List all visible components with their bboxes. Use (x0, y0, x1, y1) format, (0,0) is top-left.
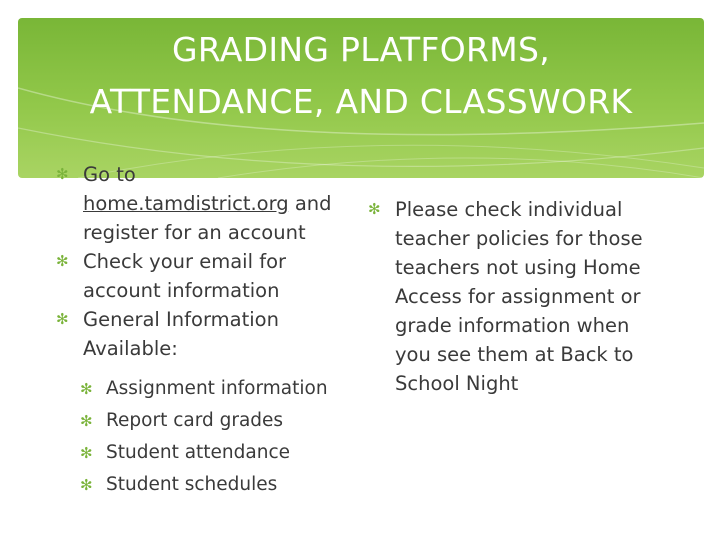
asterisk-bullet-icon: ✻ (80, 412, 93, 430)
bullet-general-info (56, 305, 356, 363)
bullet-check-email-text: Check your email for account information (83, 250, 287, 302)
sub-bullet (56, 373, 356, 405)
asterisk-bullet-icon: ✻ (80, 476, 93, 494)
slide-title (18, 24, 704, 128)
sub-bullet-text: Student schedules (106, 474, 278, 495)
sub-bullet (56, 469, 356, 501)
sub-bullet (56, 437, 356, 469)
asterisk-bullet-icon: ✻ (368, 200, 381, 218)
district-link[interactable]: home.tamdistrict.org (83, 192, 289, 215)
sub-bullet-text: Student attendance (106, 442, 291, 463)
sub-bullet-text: Assignment information (106, 378, 328, 399)
asterisk-bullet-icon: ✻ (80, 444, 93, 462)
bullet-go-to-text: Go to (83, 163, 136, 186)
bullet-go-to-rest: and register for an account (83, 192, 332, 244)
asterisk-bullet-icon: ✻ (56, 252, 69, 270)
asterisk-bullet-icon: ✻ (56, 310, 69, 328)
bullet-teacher-policies-text: Please check individual teacher policies for those teachers not using Home Access for assignment or grade information when you see them at Back to School Night (395, 198, 643, 395)
asterisk-bullet-icon: ✻ (80, 380, 93, 398)
sub-bullet-text: Report card grades (106, 410, 284, 431)
bullet-go-to (56, 160, 356, 247)
title-line-2: ATTENDANCE, AND CLASSWORK (89, 82, 633, 121)
bullet-general-info-text: General Information Available: (83, 308, 279, 360)
right-column (368, 195, 668, 398)
asterisk-bullet-icon: ✻ (56, 165, 69, 183)
bullet-teacher-policies (368, 195, 668, 398)
left-column (56, 160, 356, 501)
bullet-check-email (56, 247, 356, 305)
sub-bullet (56, 405, 356, 437)
title-line-1: GRADING PLATFORMS, (171, 30, 551, 69)
